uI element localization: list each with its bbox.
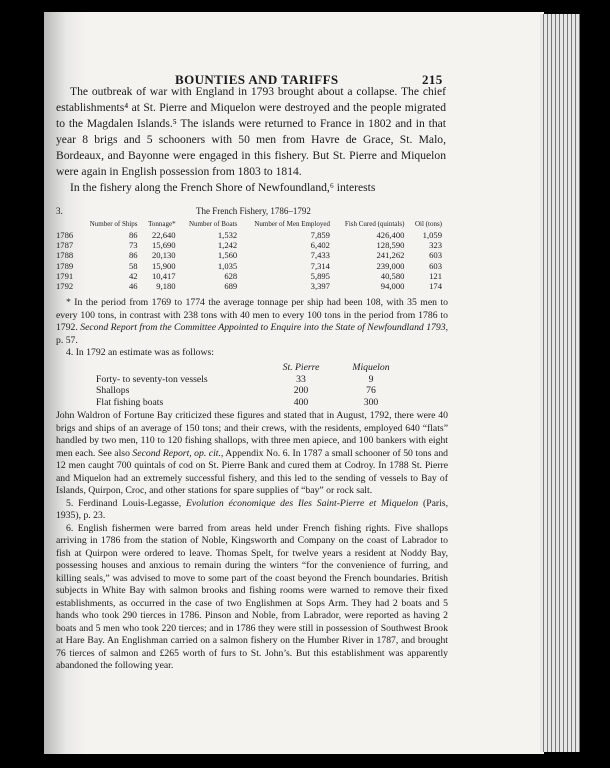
estimate-table	[96, 362, 406, 409]
table-row	[56, 250, 448, 260]
table-cell: 426,400	[376, 230, 405, 240]
table-cell: 121	[429, 270, 442, 281]
table-cell: 7,314	[310, 260, 330, 271]
table-cell: 3,397	[310, 281, 330, 292]
estimate-label: Flat fishing boats	[96, 396, 164, 408]
table-footnote: * In the period from 1769 to 1774 the average tonnage per ship had been 108, with 35 men to every 100 tons, in contrast with 238 tons with 40 men to every 100 tons in the period from 1786 to 1792. Second Report from the Committee Appointed to Enquire into the State of Newfoundland 1793, p. 57.	[56, 297, 448, 346]
table-cell: 1,242	[217, 240, 238, 251]
table-cell: 9,180	[156, 281, 176, 292]
estimate-row	[96, 374, 406, 386]
estimate-label: Shallops	[96, 385, 130, 396]
table-cell: 1789	[56, 260, 74, 271]
estimate-value: 76	[366, 385, 376, 396]
footnote-4-intro: 4. In 1792 an estimate was as follows:	[66, 347, 214, 358]
table-cell: 7,433	[310, 250, 330, 261]
table-cell: 174	[429, 281, 442, 292]
footnote-5: 5. Ferdinand Louis-Legasse, Evolution économique des Iles Saint-Pierre et Miquelon (Paris, 1935), p. 23.	[56, 497, 448, 521]
table-cell: 46	[128, 281, 138, 292]
running-title: BOUNTIES AND TARIFFS	[175, 72, 339, 87]
footnote-6: 6. English fishermen were barred from areas held under French fishing rights. Five shallops arriving in 1786 from the station of Noble, Kingsworth and Company on the coast of Labrador to fish at Quirpon were ordered to leave. Thomas Spelt, for twelve years a resident at Noddy Bay, possessing houses and anxious to remain during the winters “for the convenience of furring, and killing seals,” was advised to move to some part of the coast beyond the French boundaries. British subjects in White Bay with salmon brooks and fishing rooms were warned to remove their fixed establishments, as occurred in the case of two Englishmen at Sops Arm. They had 2 boats and 5 hands who took 290 tierces in 1786. Pinson and Noble, from Labrador, were reported as having 2 boats and 5 men who took 220 tierces; and in 1786 they were still in possession of Southwest Brook at Hare Bay. An Englishman carried on a salmon fishery on the Humber River in 1787, and brought 76 tierces of salmon and £265 worth of furs to St. John’s. But this establishment was apparently abandoned the following year.	[56, 522, 448, 671]
column-header: Oil (tons)	[414, 220, 442, 228]
main-text	[56, 84, 446, 196]
table-row	[56, 261, 448, 271]
page-edges	[540, 14, 580, 752]
estimate-value: 9	[368, 373, 374, 385]
table-cell: 20,130	[151, 250, 176, 261]
table-cell: 7,859	[310, 230, 330, 240]
table-cell: 689	[224, 281, 238, 292]
table-cell: 241,262	[376, 250, 405, 261]
table-row	[56, 281, 448, 291]
column-header: Miquelon	[352, 361, 390, 373]
table-cell: 40,580	[380, 270, 405, 281]
table-cell: 1791	[56, 270, 74, 281]
table-cell: 323	[429, 240, 442, 251]
table-cell: 628	[224, 270, 238, 281]
estimate-value: 200	[293, 385, 309, 396]
estimate-row	[96, 385, 406, 397]
table-cell: 1,532	[217, 230, 238, 240]
column-header: Tonnage*	[148, 220, 176, 228]
table-cell: 1792	[56, 281, 74, 292]
table-cell: 239,000	[376, 260, 405, 271]
column-header: Number of Boats	[189, 220, 238, 228]
column-header: St. Pierre	[282, 361, 320, 373]
column-header: Number of Ships	[89, 220, 138, 228]
column-header: Fish Cured (quintals)	[344, 220, 405, 228]
table-cell: 58	[128, 260, 138, 271]
table-cell: 15,900	[151, 260, 176, 271]
table-cell: 603	[429, 260, 442, 271]
table-cell: 94,000	[380, 281, 405, 292]
estimate-value: 400	[293, 396, 309, 408]
column-header: Number of Men Employed	[254, 220, 330, 228]
table-cell: 15,690	[151, 240, 176, 251]
table-row	[56, 230, 448, 240]
estimate-label: Forty- to seventy-ton vessels	[96, 373, 208, 385]
table-cell: 42	[128, 270, 138, 281]
table-number: 3.	[56, 206, 63, 216]
table-cell: 10,417	[151, 270, 176, 281]
table-cell: 22,640	[151, 230, 176, 240]
table-cell: 1787	[56, 240, 74, 251]
table-cell: 5,895	[310, 270, 330, 281]
table-cell: 1,035	[217, 260, 238, 271]
footnotes	[56, 297, 448, 673]
estimate-value: 33	[296, 373, 306, 385]
table-cell: 1,059	[422, 230, 442, 240]
estimate-header-row	[96, 362, 406, 374]
table-cell: 1,560	[217, 250, 238, 261]
estimate-value: 300	[363, 396, 379, 408]
table-header-row	[56, 220, 448, 230]
table-row	[56, 240, 448, 250]
table-row	[56, 271, 448, 281]
data-table	[56, 220, 448, 291]
table-cell: 1786	[56, 230, 74, 240]
table-cell: 6,402	[310, 240, 330, 251]
estimate-row	[96, 397, 406, 409]
table-cell: 86	[128, 250, 138, 261]
table-title: The French Fishery, 1786–1792	[196, 206, 311, 216]
table-cell: 86	[128, 230, 138, 240]
table-cell: 128,590	[376, 240, 405, 251]
table-cell: 73	[128, 240, 138, 251]
table-cell: 603	[429, 250, 442, 261]
paragraph: The outbreak of war with England in 1793 brought about a collapse. The chief establishments⁴ at St. Pierre and Miquelon were destroyed and the people migrated to the Magdalen Islands.⁵ The islands were returned to France in 1802 and in that year 8 brigs and 5 schooners with 50 men from Havre de Grace, St. Malo, Bordeaux, and Bayonne were engaged in this fishery. But St. Pierre and Miquelon were again in English possession from 1803 to 1814.	[56, 85, 446, 178]
footnote-4-text: John Waldron of Fortune Bay criticized these figures and stated that in August, 1792, there were 40 brigs and ships of an average of 150 tons; and their crews, with the residents, employed 640 “flats” handled by two men, 110 to 120 fishing shallops, with three men apiece, and 100 bankers with eight men each. See also Second Report, op. cit., Appendix No. 6. In 1787 a small schooner of 50 tons and 12 men caught 700 quintals of cod on St. Pierre Bank and cured them at Codroy. In 1788 St. Pierre and Miquelon had an extremely successful fishery, and this led to the sending of vessels to Bay of Islands, Quirpon, Croc, and other stations for spare supplies of “bay” or rock salt.	[56, 410, 449, 496]
page-number: 215	[422, 72, 443, 87]
paragraph: In the fishery along the French Shore of Newfoundland,⁶ interests	[70, 181, 376, 194]
table-cell: 1788	[56, 250, 74, 261]
column-header	[56, 220, 82, 230]
